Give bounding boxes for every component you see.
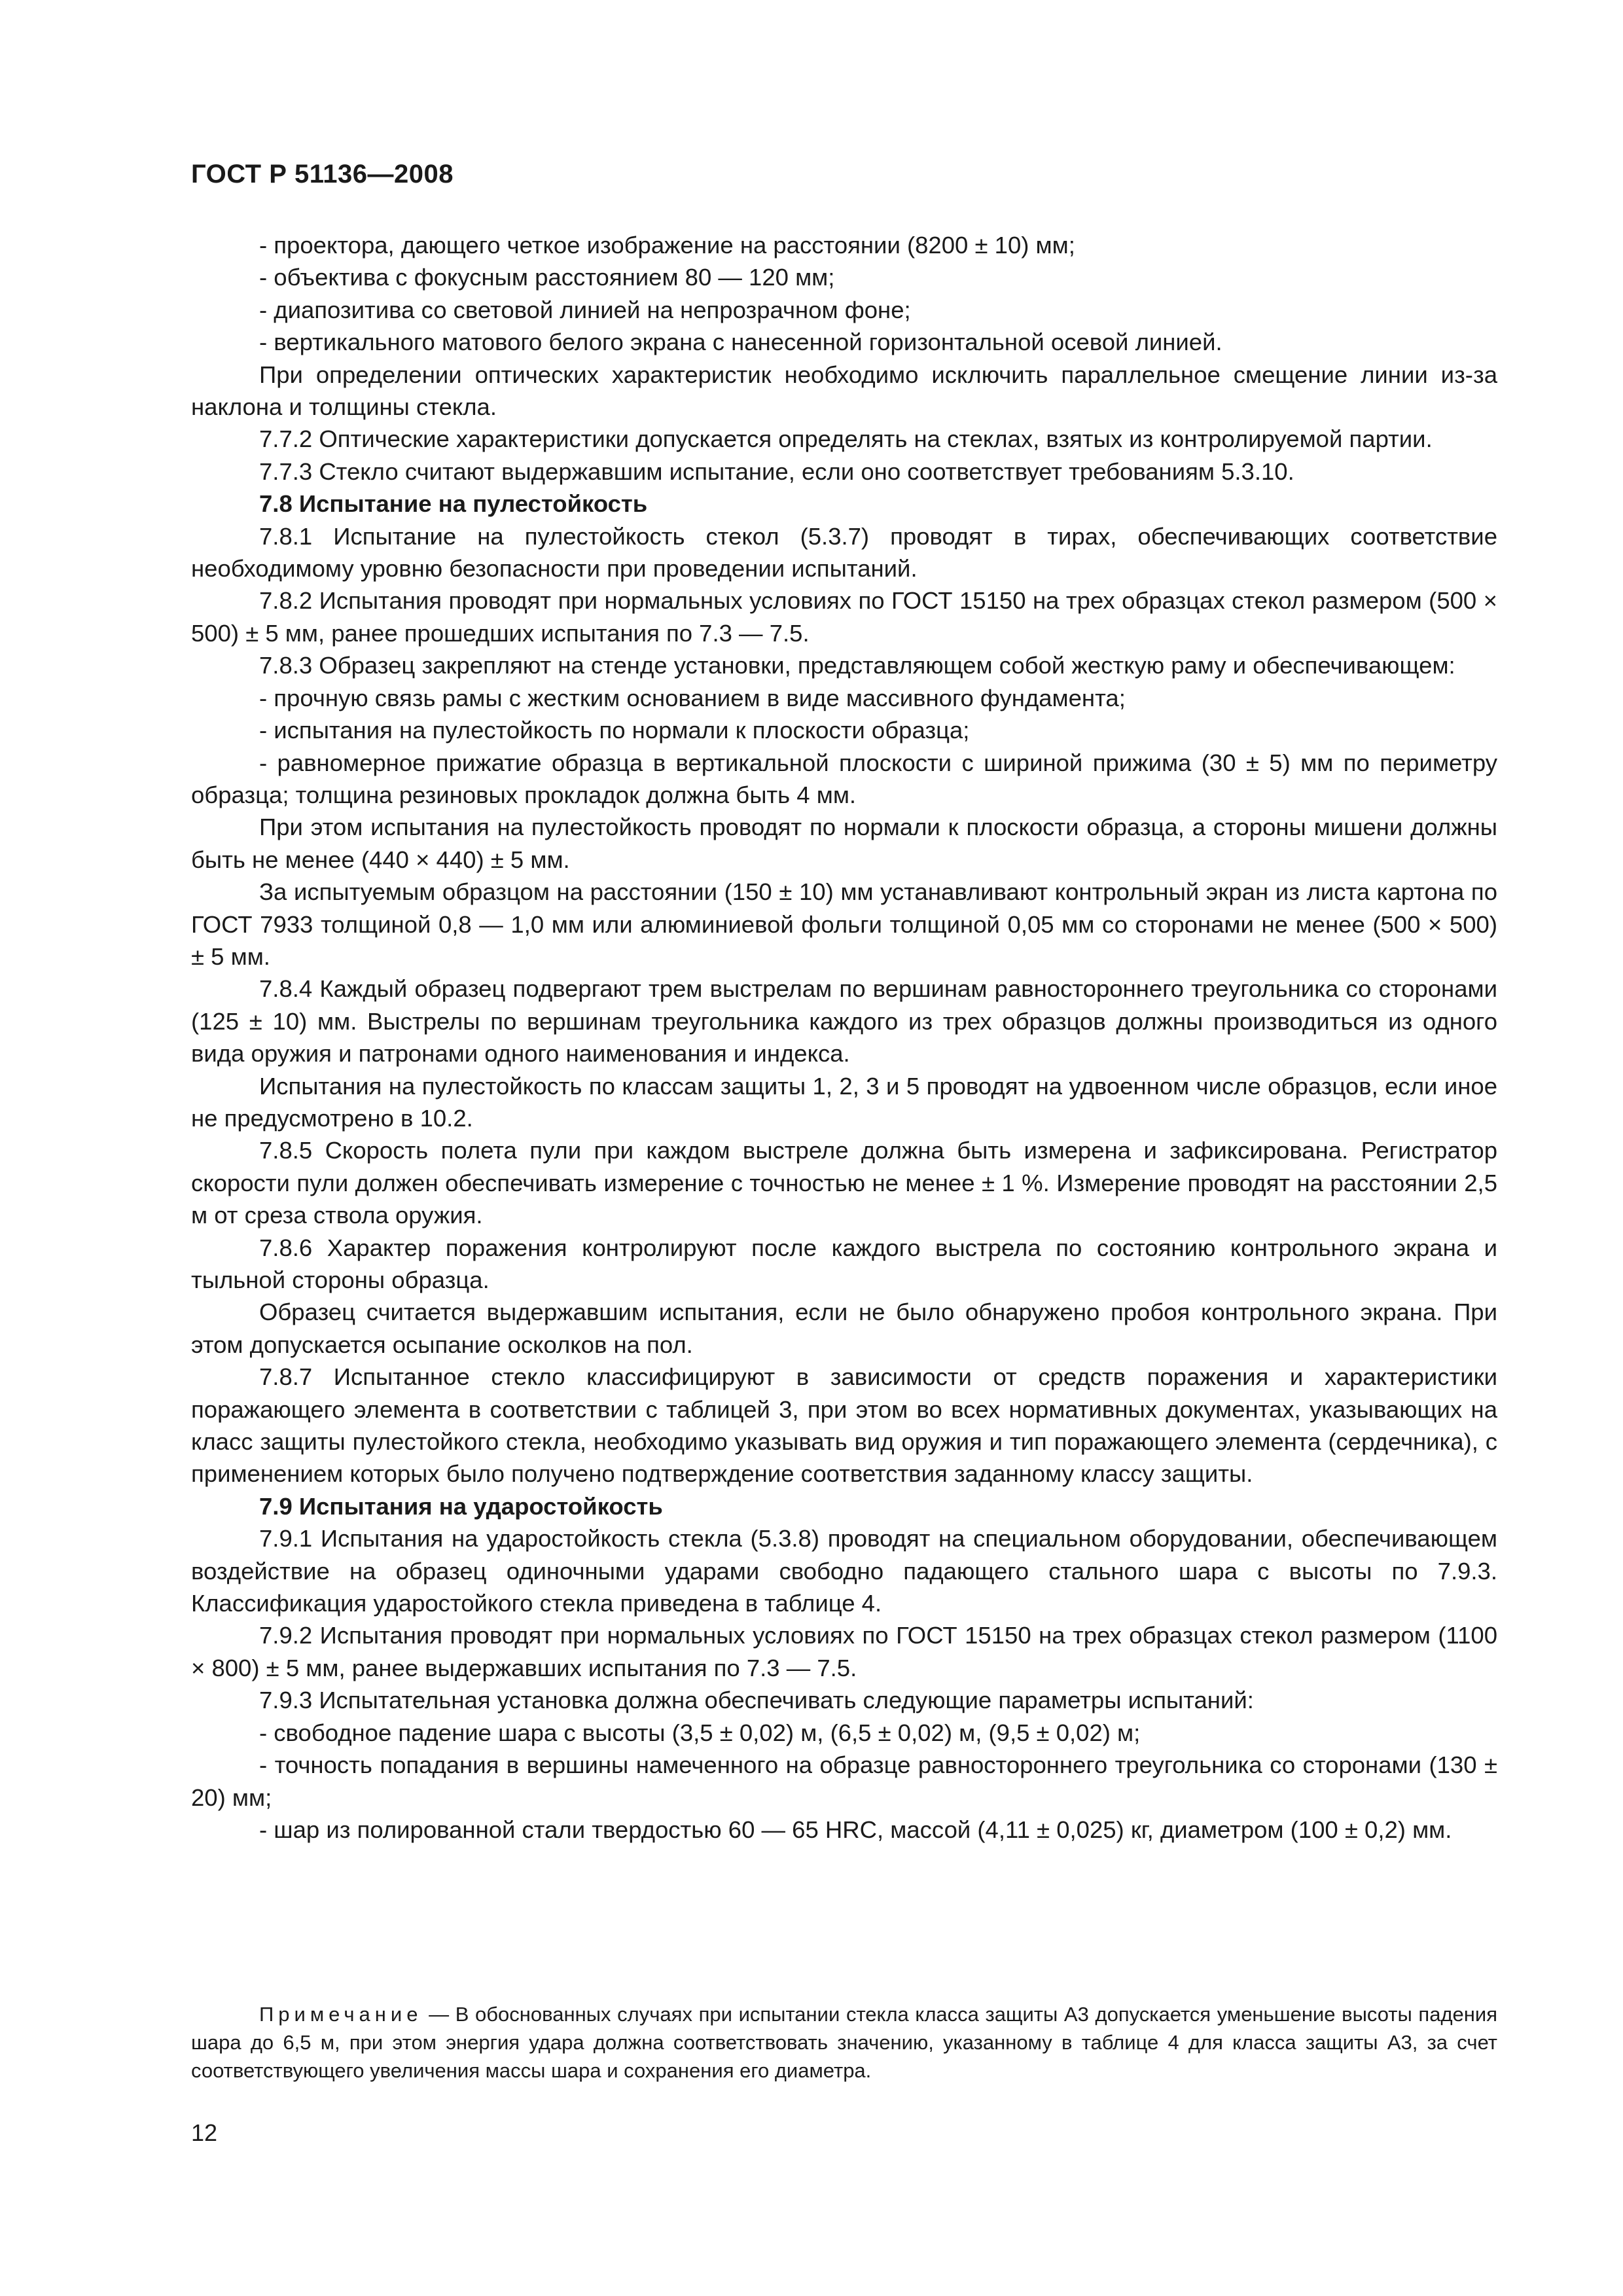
note-paragraph (191, 2000, 1497, 2085)
paragraph: Образец считается выдержавшим испытания, если не было обнаружено пробоя контрольного экрана. При этом допускается осыпание осколков на пол. (191, 1299, 1497, 1358)
paragraph: При этом испытания на пулестойкость проводят по нормали к плоскости образца, а стороны мишени должны быть не менее (440 × 440) ± 5 мм. (191, 814, 1497, 873)
paragraph: 7.8.5 Скорость полета пули при каждом выстреле должна быть измерена и зафиксирована. Регистратор скорости пули должен обеспечивать измерение с точностью не менее ± 1 %. Измерение проводят на расстоянии 2,5 м от среза ствола оружия. (191, 1137, 1497, 1229)
paragraph: При определении оптических характеристик необходимо исключить параллельное смещение линии из-за наклона и толщины стекла. (191, 361, 1497, 421)
section-heading-7-9: 7.9 Испытания на ударостойкость (259, 1492, 663, 1520)
paragraph: 7.8.2 Испытания проводят при нормальных условиях по ГОСТ 15150 на трех образцах стекол размером (500 × 500) ± 5 мм, ранее прошедших испытания по 7.3 — 7.5. (191, 587, 1497, 647)
paragraph: - диапозитива со световой линией на непрозрачном фоне; (259, 296, 911, 323)
paragraph: Испытания на пулестойкость по классам защиты 1, 2, 3 и 5 проводят на удвоенном числе образцов, если иное не предусмотрено в 10.2. (191, 1072, 1497, 1132)
paragraph: За испытуемым образцом на расстоянии (150 ± 10) мм устанавливают контрольный экран из листа картона по ГОСТ 7933 толщиной 0,8 — 1,0 мм или алюминиевой фольги толщиной 0,05 мм со сторонами не менее (500 × 500) ± 5 мм. (191, 878, 1497, 970)
paragraph: 7.9.3 Испытательная установка должна обеспечивать следующие параметры испытаний: (259, 1687, 1254, 1714)
paragraph: 7.8.3 Образец закрепляют на стенде установки, представляющем собой жесткую раму и обеспечивающем: (259, 652, 1455, 679)
paragraph: - точность попадания в вершины намеченного на образце равностороннего треугольника со сторонами (130 ± 20) мм; (191, 1751, 1497, 1811)
note-label: Примечание (259, 2003, 423, 2026)
paragraph: - равномерное прижатие образца в вертикальной плоскости с шириной прижима (30 ± 5) мм по периметру образца; толщина резиновых прокладок должна быть 4 мм. (191, 749, 1497, 808)
paragraph: 7.9.1 Испытания на ударостойкость стекла (5.3.8) проводят на специальном оборудовании, обеспечивающем воздействие на образец одиночными ударами свободно падающего стального шара с высоты по 7.9.3. Классификация ударостойкого стекла приведена в таблице 4. (191, 1525, 1497, 1617)
paragraph: 7.8.6 Характер поражения контролируют после каждого выстрела по состоянию контрольного экрана и тыльной стороны образца. (191, 1234, 1497, 1293)
note-block (191, 2000, 1497, 2085)
page-header-standard-id: ГОСТ Р 51136—2008 (191, 160, 454, 188)
paragraph: 7.8.4 Каждый образец подвергают трем выстрелам по вершинам равностороннего треугольника со сторонами (125 ± 10) мм. Выстрелы по вершинам треугольника каждого из трех образцов должны производиться из одного вида оружия и патронами одного наименования и индекса. (191, 975, 1497, 1067)
paragraph: - вертикального матового белого экрана с нанесенной горизонтальной осевой линией. (259, 329, 1222, 356)
paragraph: - объектива с фокусным расстоянием 80 — 120 мм; (259, 264, 835, 291)
page-number: 12 (191, 2119, 218, 2146)
paragraph: - прочную связь рамы с жестким основанием в виде массивного фундамента; (259, 684, 1126, 711)
paragraph: - свободное падение шара с высоты (3,5 ± 0,02) м, (6,5 ± 0,02) м, (9,5 ± 0,02) м; (259, 1719, 1141, 1746)
paragraph: - испытания на пулестойкость по нормали к плоскости образца; (259, 717, 970, 744)
section-heading-7-8: 7.8 Испытание на пулестойкость (259, 490, 648, 518)
note-text: — В обоснованных случаях при испытании стекла класса защиты А3 допускается уменьшение высоты падения шара до 6,5 м, при этом энергия удара должна соответствовать значению, указанному в таблице 4 для класса защиты А3, за счет соответствующего увеличения массы шара и сохранения его диаметра. (191, 2003, 1497, 2082)
paragraph: - проектора, дающего четкое изображение на расстоянии (8200 ± 10) мм; (259, 232, 1075, 259)
paragraph: 7.8.1 Испытание на пулестойкость стекол (5.3.7) проводят в тирах, обеспечивающих соответствие необходимому уровню безопасности при проведении испытаний. (191, 522, 1497, 583)
paragraph: - шар из полированной стали твердостью 60 — 65 HRC, массой (4,11 ± 0,025) кг, диаметром (100 ± 0,2) мм. (259, 1816, 1452, 1843)
paragraph: 7.8.7 Испытанное стекло классифицируют в зависимости от средств поражения и характеристики поражающего элемента в соответствии с таблицей 3, при этом во всех нормативных документах, указывающих на класс защиты пулестойкого стекла, необходимо указывать вид оружия и тип поражающего элемента (сердечника), с применением которых было получено подтверждение соответствия заданному классу защиты. (191, 1363, 1497, 1488)
body-text (191, 229, 1497, 1846)
paragraph: 7.7.3 Стекло считают выдержавшим испытание, если оно соответствует требованиям 5.3.10. (259, 457, 1294, 485)
paragraph: 7.9.2 Испытания проводят при нормальных условиях по ГОСТ 15150 на трех образцах стекол размером (1100 × 800) ± 5 мм, ранее выдержавших испытания по 7.3 — 7.5. (191, 1622, 1497, 1681)
paragraph: 7.7.2 Оптические характеристики допускается определять на стеклах, взятых из контролируемой партии. (259, 425, 1433, 453)
